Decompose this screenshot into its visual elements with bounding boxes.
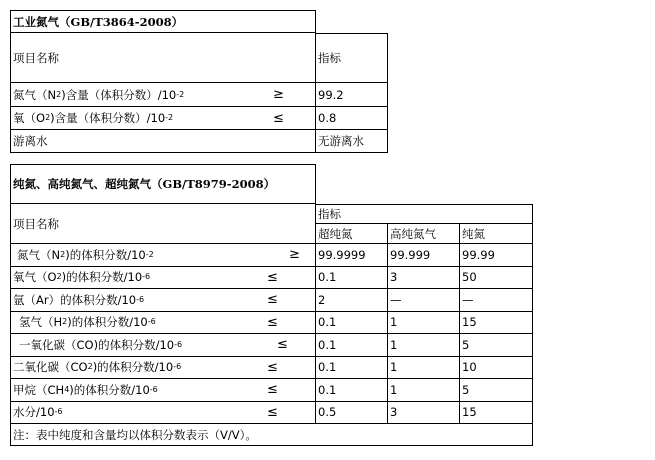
table1-row-free-water: 游离水 — [10, 130, 316, 153]
relation-symbol: ≤ — [267, 269, 278, 285]
table2-value-cell: 99.9999 — [316, 244, 388, 267]
relation-symbol: ≤ — [273, 110, 284, 126]
row-label-a: 二氧化碳（CO — [13, 360, 88, 375]
relation-symbol: ≤ — [267, 404, 278, 420]
table2-row-label: 一氧化碳（CO)的体积分数/10 -6 ≤ — [10, 334, 316, 357]
table2-value-cell: — — [388, 289, 460, 312]
table2-value-cell: 1 — [388, 379, 460, 402]
row-label-b: )含量（体积分数）/10 — [50, 111, 166, 125]
table1-title: 工业氮气（GB/T3864-2008） — [10, 10, 316, 33]
row-label-b: )含量（体积分数）/10 — [61, 87, 177, 102]
row-label-a: 氮气（N — [13, 87, 57, 102]
row-label-a: 氧气（O — [13, 270, 57, 285]
row-label-b: )的体积分数/10 — [61, 270, 143, 285]
row-label-b: )的体积分数/10 — [65, 247, 146, 262]
relation-symbol: ≥ — [289, 247, 300, 263]
table2-row-label: 甲烷（CH 4 )的体积分数/10 -6 ≤ — [10, 379, 316, 402]
table2-value-cell: — — [460, 289, 533, 312]
table2-value-cell: 0.1 — [316, 267, 388, 290]
relation-symbol: ≥ — [273, 87, 284, 102]
table2-value-cell: 15 — [460, 312, 533, 335]
table2-header-index: 指标 — [316, 204, 533, 224]
table1-row-nitrogen: 氮气（N 2 )含量（体积分数）/10 -2 ≥ — [10, 83, 316, 107]
table1-header-name: 项目名称 — [10, 33, 316, 83]
table2-value-cell: 3 — [388, 267, 460, 290]
table1-value-oxygen: 0.8 — [316, 107, 388, 130]
row-label-a: 水分/10 — [13, 405, 55, 420]
row-label-a: 氩（Ar）的体积分数/10 — [13, 292, 137, 307]
table1-value-free-water: 无游离水 — [316, 130, 388, 153]
relation-symbol: ≤ — [267, 314, 278, 330]
table2-value-cell: 99.99 — [460, 244, 533, 267]
table2-value-cell: 99.999 — [388, 244, 460, 267]
row-label-a: 氮气（N — [17, 247, 61, 262]
row-label-a: 氢气（H — [19, 315, 63, 330]
table1-row-oxygen: 氧（O 2 )含量（体积分数）/10 -2 ≤ — [10, 107, 316, 130]
table2-header-name: 项目名称 — [10, 204, 316, 244]
table2-col-ultra: 超纯氮 — [316, 224, 388, 244]
table1 — [10, 10, 388, 148]
table2-title: 纯氮、高纯氮气、超纯氮气（GB/T8979-2008） — [10, 164, 316, 204]
relation-symbol: ≤ — [277, 337, 288, 353]
table2-value-cell: 0.1 — [316, 379, 388, 402]
table2-value-cell: 1 — [388, 312, 460, 335]
table2-value-cell: 0.1 — [316, 357, 388, 380]
table2-row-label: 氩（Ar）的体积分数/10 -6 ≤ — [10, 289, 316, 312]
table2-value-cell: 0.5 — [316, 402, 388, 425]
row-label-b: )的体积分数/10 — [69, 382, 150, 397]
table2-value-cell: 1 — [388, 357, 460, 380]
row-label-b: )的体积分数/10 — [67, 315, 148, 330]
table2-row-label: 氢气（H 2 )的体积分数/10 -6 ≤ — [10, 312, 316, 335]
table2-value-cell: 3 — [388, 402, 460, 425]
table2-value-cell: 2 — [316, 289, 388, 312]
row-label-a: 甲烷（CH — [13, 382, 65, 397]
table2-row-label: 氮气（N 2 )的体积分数/10 -2 ≥ — [10, 244, 316, 267]
table2-value-cell: 10 — [460, 357, 533, 380]
row-label-a: 一氧化碳（CO)的体积分数/10 — [19, 337, 175, 352]
row-label-b: )的体积分数/10 — [92, 360, 174, 375]
table2-row-label: 水分/10 -6 ≤ — [10, 402, 316, 425]
table2-value-cell: 0.1 — [316, 312, 388, 335]
table2-row-label: 二氧化碳（CO 2 )的体积分数/10 -6 ≤ — [10, 357, 316, 380]
table2-value-cell: 15 — [460, 402, 533, 425]
table2-row-label: 氧气（O 2 )的体积分数/10 -6 ≤ — [10, 267, 316, 290]
table1-value-nitrogen: 99.2 — [316, 83, 388, 107]
table2-value-cell: 1 — [388, 334, 460, 357]
relation-symbol: ≤ — [267, 292, 278, 308]
table2 — [10, 164, 535, 446]
relation-symbol: ≤ — [267, 359, 278, 375]
row-label-a: 氧（O — [13, 111, 46, 125]
table2-value-cell: 50 — [460, 267, 533, 290]
table2-value-cell: 5 — [460, 334, 533, 357]
table2-col-high: 高纯氮气 — [388, 224, 460, 244]
table1-header-index: 指标 — [316, 33, 388, 83]
table2-col-pure: 纯氮 — [460, 224, 533, 244]
table2-note: 注：表中纯度和含量均以体积分数表示（V/V）。 — [10, 424, 533, 446]
table2-value-cell: 5 — [460, 379, 533, 402]
table2-value-cell: 0.1 — [316, 334, 388, 357]
relation-symbol: ≤ — [267, 382, 278, 398]
